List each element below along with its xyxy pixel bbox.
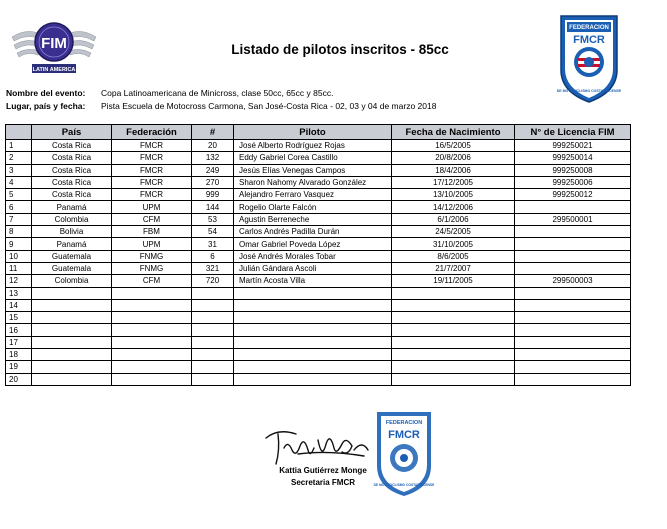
table-row [6,189,631,201]
table-header-row [6,125,631,140]
cell-federacion [112,299,192,311]
cell-piloto [234,349,392,361]
row-index: 1 [6,140,32,152]
cell-piloto: Jesús Elías Venegas Campos [234,164,392,176]
event-place-label: Lugar, país y fecha: [6,101,86,111]
cell-piloto [234,324,392,336]
cell-federacion: FMCR [112,152,192,164]
cell-number: 249 [192,164,234,176]
row-index: 5 [6,189,32,201]
cell-piloto: Alejandro Ferraro Vasquez [234,189,392,201]
cell-fecha [392,324,515,336]
cell-federacion [112,349,192,361]
event-name-value: Copa Latinoamericana de Minicross, clase 50cc, 65cc y 85cc. [101,88,334,98]
fim-logo-subtext: LATIN AMERICA [32,67,76,73]
cell-fecha: 18/4/2006 [392,164,515,176]
cell-number: 270 [192,176,234,188]
cell-fecha [392,336,515,348]
cell-number: 999 [192,189,234,201]
cell-licencia [515,238,631,250]
cell-fecha: 6/1/2006 [392,213,515,225]
row-index: 15 [6,312,32,324]
cell-licencia: 999250014 [515,152,631,164]
header-index [6,125,32,140]
cell-federacion: FMCR [112,164,192,176]
cell-number: 53 [192,213,234,225]
cell-pais: Colombia [32,275,112,287]
signer-role: Secretaria FMCR [290,478,356,487]
cell-pais: Colombia [32,213,112,225]
cell-fecha: 21/7/2007 [392,262,515,274]
stamp-bottom: DE MOTOCICLISMO COSTARRICENSE [373,483,435,487]
cell-federacion: CFM [112,275,192,287]
cell-number: 54 [192,226,234,238]
table-row [6,201,631,213]
cell-fecha: 31/10/2005 [392,238,515,250]
cell-fecha: 16/5/2005 [392,140,515,152]
cell-licencia: 299500001 [515,213,631,225]
row-index: 7 [6,213,32,225]
cell-number: 132 [192,152,234,164]
cell-fecha: 14/12/2006 [392,201,515,213]
cell-number [192,312,234,324]
cell-piloto: Agustin Berreneche [234,213,392,225]
cell-licencia [515,299,631,311]
table-row [6,213,631,225]
cell-federacion [112,336,192,348]
cell-licencia [515,312,631,324]
cell-pais [32,373,112,385]
fmcr-logo [555,12,623,104]
cell-piloto [234,299,392,311]
cell-fecha: 13/10/2005 [392,189,515,201]
header-federacion: Federación [112,125,192,140]
fim-logo-text: FIM [41,35,67,52]
row-index: 18 [6,349,32,361]
cell-fecha [392,287,515,299]
table-row [6,312,631,324]
row-index: 20 [6,373,32,385]
cell-pais: Guatemala [32,262,112,274]
cell-fecha: 20/8/2006 [392,152,515,164]
table-row [6,287,631,299]
table-row [6,262,631,274]
cell-piloto: Omar Gabriel Poveda López [234,238,392,250]
cell-licencia [515,373,631,385]
cell-federacion: UPM [112,201,192,213]
table-row [6,140,631,152]
row-index: 10 [6,250,32,262]
cell-piloto: José Andrés Morales Tobar [234,250,392,262]
row-index: 16 [6,324,32,336]
cell-federacion [112,287,192,299]
cell-fecha [392,349,515,361]
cell-piloto [234,373,392,385]
cell-pais [32,361,112,373]
event-name [6,88,333,98]
cell-number: 31 [192,238,234,250]
cell-licencia [515,250,631,262]
cell-number: 144 [192,201,234,213]
cell-fecha [392,312,515,324]
cell-fecha [392,361,515,373]
header-number: # [192,125,234,140]
table-row [6,152,631,164]
cell-piloto: José Alberto Rodríguez Rojas [234,140,392,152]
event-name-label: Nombre del evento: [6,88,86,98]
cell-licencia [515,361,631,373]
fmcr-logo-top: FEDERACION [569,25,609,31]
cell-licencia: 999250008 [515,164,631,176]
cell-number [192,373,234,385]
cell-piloto: Eddy Gabriel Corea Castillo [234,152,392,164]
stamp-main: FMCR [388,429,420,441]
cell-federacion: UPM [112,238,192,250]
event-place [6,101,436,111]
cell-piloto [234,361,392,373]
table-row [6,226,631,238]
header-fecha-nacimiento: Fecha de Nacimiento [392,125,515,140]
row-index: 6 [6,201,32,213]
cell-licencia [515,324,631,336]
cell-piloto: Julián Gándara Ascoli [234,262,392,274]
cell-piloto: Sharon Nahomy Alvarado González [234,176,392,188]
row-index: 3 [6,164,32,176]
pilots-table [5,124,631,386]
cell-federacion: FMCR [112,140,192,152]
cell-piloto: Martín Acosta Villa [234,275,392,287]
row-index: 13 [6,287,32,299]
cell-fecha: 19/11/2005 [392,275,515,287]
cell-licencia [515,336,631,348]
cell-fecha: 17/12/2005 [392,176,515,188]
row-index: 8 [6,226,32,238]
cell-pais: Costa Rica [32,140,112,152]
header-piloto: Piloto [234,125,392,140]
cell-pais: Costa Rica [32,176,112,188]
cell-pais: Panamá [32,238,112,250]
table-row [6,250,631,262]
cell-licencia [515,201,631,213]
fim-logo [10,15,98,77]
table-row [6,275,631,287]
cell-pais [32,336,112,348]
cell-licencia: 999250021 [515,140,631,152]
event-place-value: Pista Escuela de Motocross Carmona, San José-Costa Rica - 02, 03 y 04 de marzo 2018 [101,101,437,111]
row-index: 4 [6,176,32,188]
cell-pais [32,287,112,299]
cell-federacion: FNMG [112,250,192,262]
cell-federacion [112,361,192,373]
cell-pais: Guatemala [32,250,112,262]
cell-fecha: 24/5/2005 [392,226,515,238]
cell-pais: Costa Rica [32,152,112,164]
cell-piloto [234,312,392,324]
table-row [6,361,631,373]
table-row [6,238,631,250]
cell-fecha: 8/6/2005 [392,250,515,262]
stamp-top: FEDERACION [385,420,423,426]
cell-federacion: FNMG [112,262,192,274]
table-row [6,164,631,176]
header-pais: País [32,125,112,140]
cell-number [192,299,234,311]
cell-federacion: FMCR [112,189,192,201]
cell-pais: Panamá [32,201,112,213]
cell-piloto: Rogelio Olarte Falcón [234,201,392,213]
table-row [6,299,631,311]
table-row [6,349,631,361]
cell-number [192,287,234,299]
cell-federacion [112,373,192,385]
cell-federacion [112,324,192,336]
cell-piloto: Carlos Andrés Padilla Durán [234,226,392,238]
cell-federacion: FBM [112,226,192,238]
cell-federacion: CFM [112,213,192,225]
cell-federacion: FMCR [112,176,192,188]
cell-licencia [515,349,631,361]
cell-federacion [112,312,192,324]
cell-pais: Costa Rica [32,189,112,201]
cell-pais [32,324,112,336]
table-row [6,373,631,385]
cell-number: 321 [192,262,234,274]
page-title: Listado de pilotos inscritos - 85cc [231,42,449,57]
fmcr-logo-bottom: DE MOTOCICLISMO COSTARRICENSE [556,89,622,93]
cell-pais [32,312,112,324]
table-row [6,324,631,336]
cell-licencia [515,262,631,274]
cell-licencia: 299500003 [515,275,631,287]
cell-licencia: 999250006 [515,176,631,188]
cell-fecha [392,299,515,311]
row-index: 2 [6,152,32,164]
row-index: 19 [6,361,32,373]
cell-piloto [234,336,392,348]
row-index: 11 [6,262,32,274]
cell-licencia: 999250012 [515,189,631,201]
cell-number [192,336,234,348]
cell-licencia [515,226,631,238]
row-index: 12 [6,275,32,287]
cell-number [192,349,234,361]
cell-piloto [234,287,392,299]
cell-number [192,361,234,373]
signer-name: Kattia Gutiérrez Monge [279,466,367,475]
cell-number: 720 [192,275,234,287]
cell-number [192,324,234,336]
table-row [6,336,631,348]
table-row [6,176,631,188]
cell-licencia [515,287,631,299]
row-index: 14 [6,299,32,311]
fmcr-logo-main: FMCR [573,34,605,46]
header-licencia: N° de Licencia FIM [515,125,631,140]
row-index: 17 [6,336,32,348]
cell-pais [32,349,112,361]
cell-fecha [392,373,515,385]
cell-pais: Bolivia [32,226,112,238]
cell-pais: Costa Rica [32,164,112,176]
cell-number: 20 [192,140,234,152]
cell-pais [32,299,112,311]
cell-number: 6 [192,250,234,262]
row-index: 9 [6,238,32,250]
